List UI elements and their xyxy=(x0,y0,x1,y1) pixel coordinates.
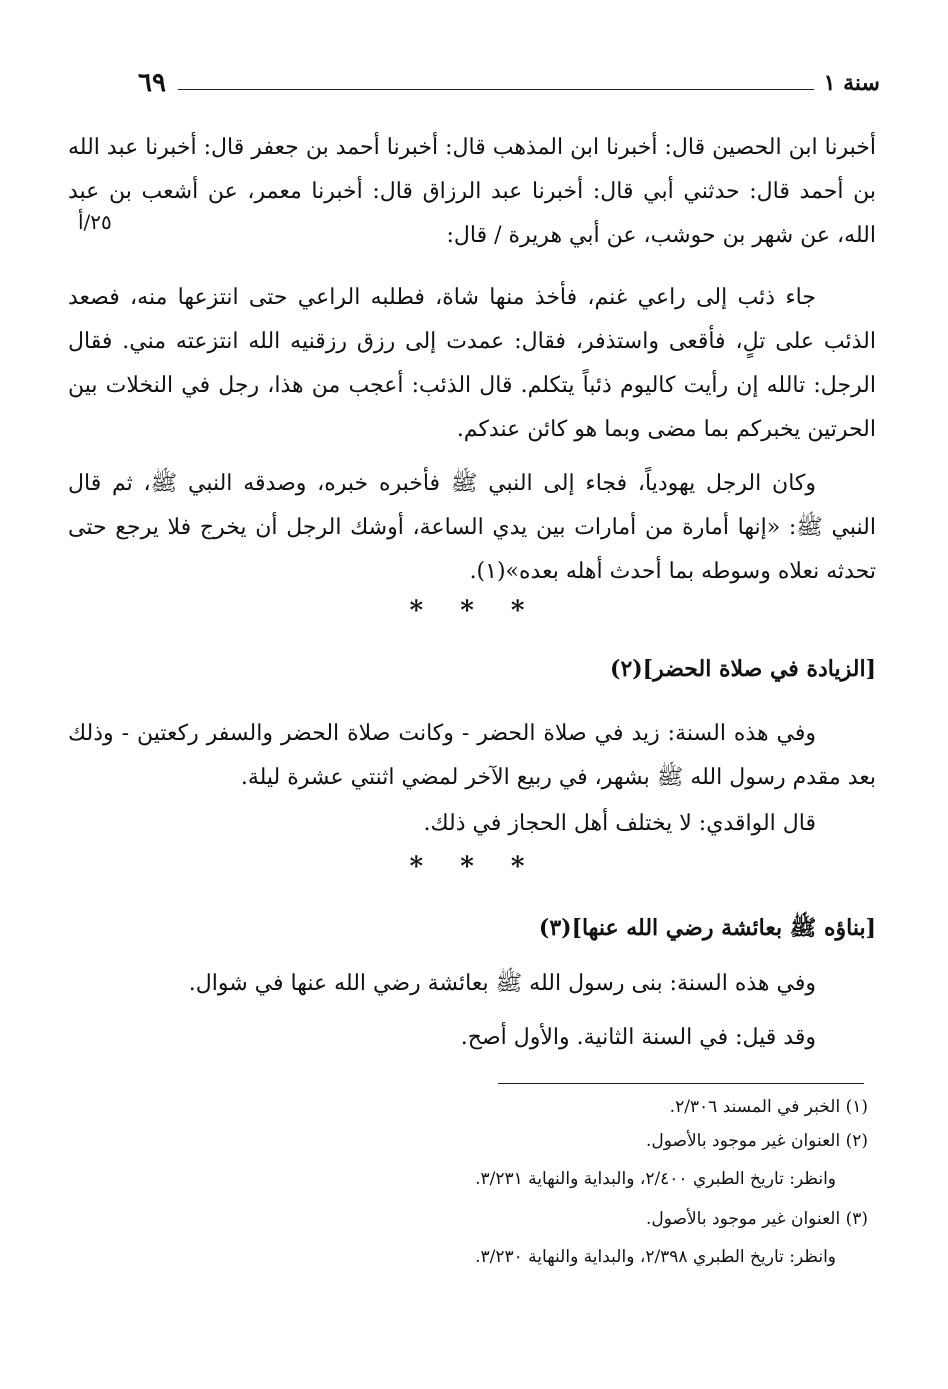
section-separator: * * * xyxy=(409,596,539,626)
isnad-paragraph: أخبرنا ابن الحصين قال: أخبرنا ابن المذهب قال: أخبرنا أحمد بن جعفر قال: أخبرنا عبد الله بن أحمد قال: حدثني أبي قال: أخبرنا عبد الرزاق قال: أخبرنا معمر، عن أشعب بن عبد الله، عن شهر بن حوشب، عن أبي هريرة / قال: xyxy=(68,135,876,248)
manuscript-folio-note: ٢٥/أ xyxy=(78,210,112,234)
page-header xyxy=(120,62,880,102)
aisha-paragraph: وفي هذه السنة: بنى رسول الله ﷺ بعائشة رضي الله عنها في شوال. xyxy=(188,971,816,996)
prayer-paragraph: وفي هذه السنة: زيد في صلاة الحضر - وكانت صلاة الحضر والسفر ركعتين - وذلك بعد مقدم رسول الله ﷺ بشهر، في ربيع الآخر لمضي اثنتي عشرة ليلة. xyxy=(68,721,876,790)
footnote-2-reference: وانظر: تاريخ الطبري ٢/٤٠٠، والبداية والنهاية ٣/٢٣١. xyxy=(475,1169,836,1189)
header-rule xyxy=(178,89,814,90)
footnote-1: (١) الخبر في المسند ٢/٣٠٦. xyxy=(669,1097,868,1117)
heading-prayer-addition: [الزيادة في صلاة الحضر](٢) xyxy=(610,656,876,682)
footnote-3: (٣) العنوان غير موجود بالأصول. xyxy=(646,1209,868,1229)
footnote-rule xyxy=(498,1083,864,1084)
section-separator: * * * xyxy=(409,852,539,882)
waqidi-paragraph: قال الواقدي: لا يختلف أهل الحجاز في ذلك. xyxy=(423,811,816,836)
running-head: سنة ١ xyxy=(823,70,880,96)
aisha-alt-paragraph: وقد قيل: في السنة الثانية. والأول أصح. xyxy=(460,1025,816,1050)
footnote-2: (٢) العنوان غير موجود بالأصول. xyxy=(646,1131,868,1151)
page-number: ٦٩ xyxy=(138,68,166,98)
heading-aisha-marriage: [بناؤه ﷺ بعائشة رضي الله عنها](٣) xyxy=(538,915,876,941)
wolf-story-paragraph: جاء ذئب إلى راعي غنم، فأخذ منها شاة، فطلبه الراعي حتى انتزعها منه، فصعد الذئب على تلٍ، فأقعى واستذفر، فقال: عمدت إلى رزق رزقنيه الله انتزعته مني. فقال الرجل: تالله إن رأيت كاليوم ذئباً يتكلم. قال الذئب: أعجب من هذا، رجل في النخلات بين الحرتين يخبركم بما مضى وبما هو كائن عندكم. xyxy=(68,285,876,442)
footnote-3-reference: وانظر: تاريخ الطبري ٢/٣٩٨، والبداية والنهاية ٣/٢٣٠. xyxy=(475,1247,836,1267)
jew-story-paragraph: وكان الرجل يهودياً، فجاء إلى النبي ﷺ فأخبره خبره، وصدقه النبي ﷺ، ثم قال النبي ﷺ: «إنها أمارة من أمارات بين يدي الساعة، أوشك الرجل أن يخرج فلا يرجع حتى تحدثه نعلاه وسوطه بما أحدث أهله بعده»(١). xyxy=(68,471,876,584)
